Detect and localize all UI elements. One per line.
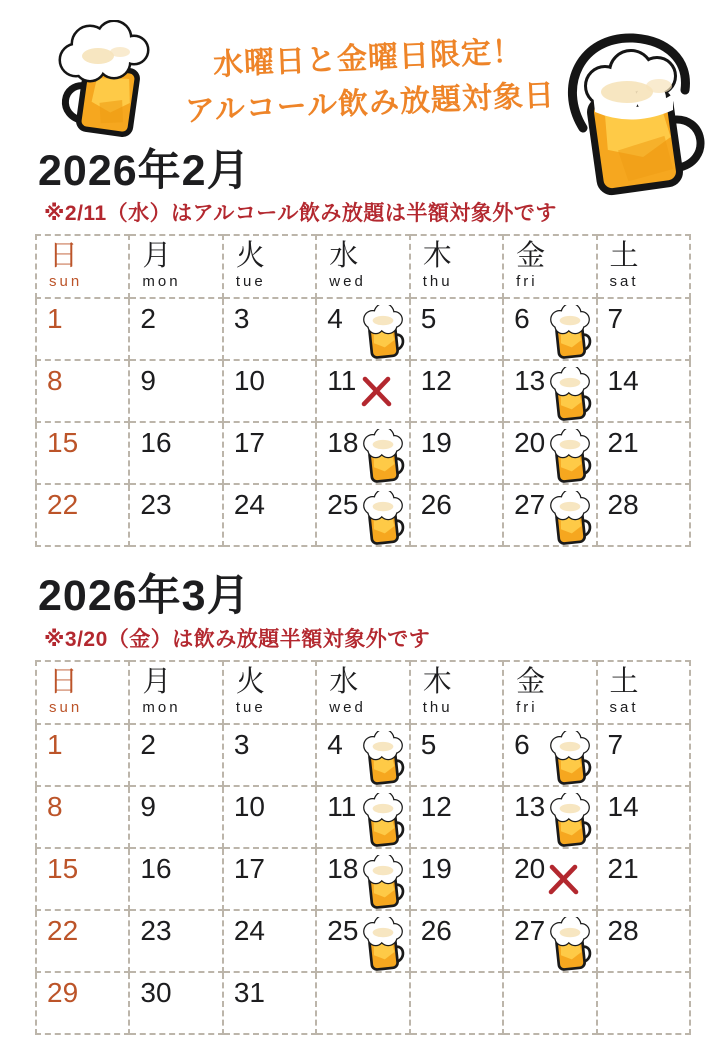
calendar-week-row [36,484,690,546]
day-number: 23 [140,914,172,946]
day-number: 8 [47,365,63,397]
day-number: 23 [140,489,172,521]
day-number: 19 [420,427,452,459]
day-number: 24 [233,489,265,521]
weekday-kanji: 木 [422,665,452,698]
day-cell [129,786,222,848]
day-cell [129,298,222,360]
day-number: 28 [607,914,639,946]
day-number: 19 [420,852,452,884]
day-number: 21 [607,427,639,459]
empty-cell [597,972,690,1034]
day-cell [36,848,129,910]
calendar-week-row [36,298,690,360]
day-number: 16 [140,852,172,884]
weekday-roman: wed [329,273,366,291]
day-cell [410,360,503,422]
day-number: 11 [327,790,357,822]
day-number: 2 [140,728,156,760]
day-number: 20 [514,852,546,884]
calendar-body [36,724,690,1034]
weekday-kanji: 日 [49,665,79,698]
weekday-header-sun [36,661,129,724]
weekday-header-thu [410,235,503,298]
month-title-february: 2026年2月 [38,147,251,195]
calendar-week-row [36,422,690,484]
day-number: 12 [420,790,452,822]
weekday-roman: fri [516,698,538,716]
weekday-roman: tue [235,273,266,291]
day-cell [316,910,409,972]
day-cell [36,360,129,422]
weekday-roman: mon [142,698,181,716]
weekday-kanji: 火 [235,240,265,273]
day-number: 8 [47,790,63,822]
day-cell [129,910,222,972]
weekday-kanji: 土 [609,665,639,698]
beer-mug-icon [546,793,594,851]
weekday-kanji: 金 [516,665,546,698]
weekday-roman: thu [422,273,453,291]
day-number: 7 [607,303,624,335]
weekday-roman: sat [609,698,639,716]
day-number: 13 [514,365,546,397]
day-cell [223,360,316,422]
empty-cell [316,972,409,1034]
day-cell [316,786,409,848]
day-cell [36,724,129,786]
empty-cell [503,972,596,1034]
day-number: 25 [327,489,359,521]
day-number: 26 [420,914,452,946]
day-cell [223,786,316,848]
day-cell [129,848,222,910]
beer-mug-icon [359,429,407,487]
day-cell [223,422,316,484]
weekday-header-mon [129,235,222,298]
calendar-table-march [35,660,691,1035]
day-cell [597,484,690,546]
excluded-x-icon [547,863,580,896]
main-title-line2: アルコール飲み放題対象日 [184,78,556,129]
day-number: 14 [607,790,639,822]
calendar-week-row [36,724,690,786]
weekday-kanji: 金 [516,240,546,273]
weekday-kanji: 土 [609,240,639,273]
beer-mug-icon [359,855,407,913]
beer-mug-icon [546,305,594,363]
beer-mug-icon [546,491,594,549]
calendar-table-february [35,234,691,547]
beer-mug-icon [546,367,594,425]
day-number: 18 [327,427,359,459]
day-cell [597,786,690,848]
day-cell [503,786,596,848]
day-cell [316,848,409,910]
day-cell [410,786,503,848]
day-cell [597,360,690,422]
day-number: 1 [47,728,63,760]
weekday-kanji: 木 [422,240,452,273]
weekday-roman: wed [329,698,366,716]
day-cell [36,786,129,848]
day-cell [36,972,129,1034]
weekday-row [36,661,690,724]
day-number: 14 [607,365,639,397]
weekday-roman: fri [516,273,538,291]
day-cell [503,422,596,484]
day-number: 13 [514,790,546,822]
day-number: 1 [47,303,63,335]
day-number: 30 [140,976,172,1008]
day-cell [223,724,316,786]
day-number: 22 [47,914,79,946]
weekday-header-thu [410,661,503,724]
calendar-week-row [36,910,690,972]
weekday-row [36,235,690,298]
weekday-kanji: 日 [49,240,79,273]
excluded-x-icon [360,375,393,408]
day-number: 9 [140,365,156,397]
day-number: 15 [47,427,79,459]
day-cell [316,360,409,422]
weekday-header-sat [597,235,690,298]
day-number: 20 [514,427,546,459]
day-cell [410,298,503,360]
day-number: 7 [607,728,624,760]
beer-mug-icon [359,917,407,975]
day-cell [597,422,690,484]
weekday-roman: sat [609,273,639,291]
day-cell [597,910,690,972]
day-cell [597,848,690,910]
weekday-kanji: 月 [142,665,172,698]
day-cell [36,910,129,972]
day-number: 31 [233,976,265,1008]
main-title-line1: 水曜日と金曜日限定！ [212,35,524,82]
day-cell [503,724,596,786]
weekday-header-wed [316,661,409,724]
weekday-kanji: 水 [329,665,359,698]
day-number: 12 [420,365,452,397]
month-section-march [0,573,720,1034]
day-number: 9 [140,790,156,822]
beer-mug-icon [359,731,407,789]
day-number: 4 [327,728,343,760]
day-number: 5 [420,303,437,335]
day-number: 17 [233,852,265,884]
day-number: 22 [47,489,79,521]
weekday-roman: sun [49,273,83,291]
day-cell [129,724,222,786]
weekday-header-sun [36,235,129,298]
day-cell [503,298,596,360]
day-number: 29 [47,976,79,1008]
beer-mug-icon [546,917,594,975]
day-cell [129,972,222,1034]
banner [0,0,720,148]
day-cell [410,848,503,910]
month-title-march: 2026年3月 [38,572,251,621]
day-cell [410,484,503,546]
day-cell [410,422,503,484]
day-number: 5 [420,728,437,760]
beer-mug-icon [546,731,594,789]
day-cell [597,724,690,786]
weekday-kanji: 火 [235,665,265,698]
day-number: 2 [140,303,156,335]
day-cell [223,298,316,360]
day-cell [316,298,409,360]
day-cell [410,910,503,972]
day-number: 27 [514,489,546,521]
day-number: 18 [327,852,359,884]
empty-cell [410,972,503,1034]
calendar-week-row [36,786,690,848]
day-cell [36,298,129,360]
day-number: 10 [233,790,265,822]
weekday-header-sat [597,661,690,724]
day-cell [223,972,316,1034]
day-cell [316,724,409,786]
day-cell [129,422,222,484]
day-number: 25 [327,914,359,946]
weekday-roman: mon [142,273,181,291]
day-cell [503,910,596,972]
beer-mug-illustration-right [553,24,720,210]
beer-mug-icon [546,429,594,487]
weekday-header-tue [223,235,316,298]
calendar-week-row [36,848,690,910]
month-note-february: ※2/11（水）はアルコール飲み放題は半額対象外です [44,202,557,226]
weekday-header-fri [503,235,596,298]
calendar-week-row [36,972,690,1034]
day-cell [316,484,409,546]
day-cell [36,484,129,546]
calendar-body [36,298,690,546]
day-number: 17 [233,427,265,459]
day-cell [597,298,690,360]
day-number: 6 [514,728,530,760]
day-cell [223,848,316,910]
day-number: 28 [607,489,639,521]
weekday-header-tue [223,661,316,724]
day-number: 24 [233,914,265,946]
weekday-roman: sun [49,698,83,716]
weekday-roman: thu [422,698,453,716]
day-number: 4 [327,303,343,335]
month-note-march: ※3/20（金）は飲み放題半額対象外です [44,627,431,651]
weekday-kanji: 月 [142,240,172,273]
day-cell [410,724,503,786]
day-number: 21 [607,852,639,884]
weekday-roman: tue [235,698,266,716]
day-number: 10 [233,365,265,397]
weekday-header-fri [503,661,596,724]
day-number: 11 [327,365,357,397]
calendar-week-row [36,360,690,422]
day-cell [129,360,222,422]
day-cell [316,422,409,484]
day-cell [503,360,596,422]
day-number: 6 [514,303,530,335]
day-cell [223,910,316,972]
day-number: 3 [233,728,250,760]
day-number: 26 [420,489,452,521]
beer-mug-icon [359,491,407,549]
day-number: 15 [47,852,79,884]
day-number: 3 [233,303,250,335]
beer-mug-illustration-left [42,20,168,150]
day-cell [503,848,596,910]
beer-mug-icon [359,305,407,363]
day-number: 27 [514,914,546,946]
main-title [166,27,572,134]
day-cell [129,484,222,546]
day-cell [36,422,129,484]
beer-mug-icon [359,793,407,851]
day-cell [223,484,316,546]
day-cell [503,484,596,546]
weekday-header-wed [316,235,409,298]
day-number: 16 [140,427,172,459]
weekday-header-mon [129,661,222,724]
weekday-kanji: 水 [329,240,359,273]
